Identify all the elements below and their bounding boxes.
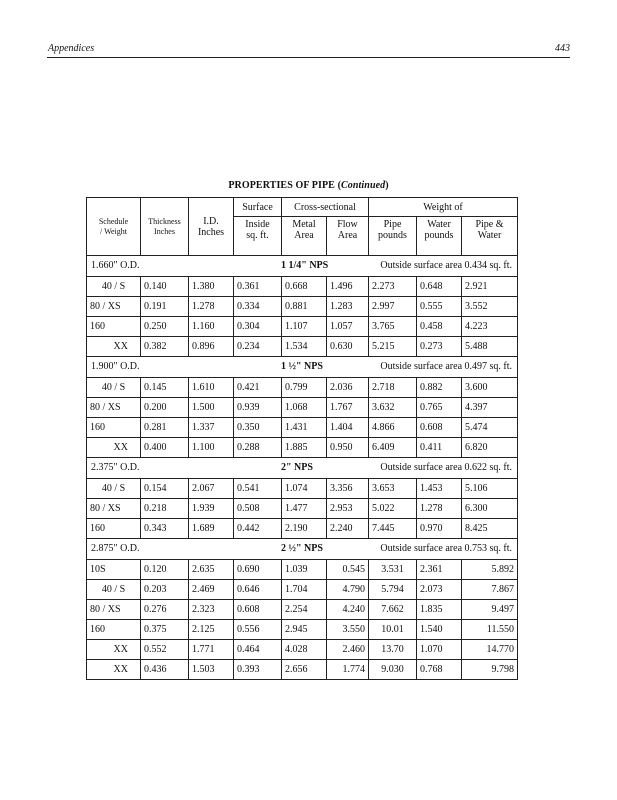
- value-cell: 0.200: [141, 398, 189, 418]
- schedule-cell: 80 / XS: [87, 600, 141, 620]
- group-surface-header: Surface: [234, 198, 282, 217]
- table-row: [87, 660, 518, 680]
- schedule-cell: XX: [87, 337, 141, 357]
- size-section-row: [87, 256, 518, 277]
- value-cell: 2.945: [282, 620, 327, 640]
- value-cell: 0.608: [417, 418, 462, 438]
- col-pipe-water-line2: Water: [477, 230, 502, 241]
- value-cell: 3.552: [462, 297, 518, 317]
- value-cell: 9.798: [462, 660, 518, 680]
- value-cell: 2.240: [327, 519, 369, 539]
- schedule-cell: 40 / S: [87, 277, 141, 297]
- value-cell: 1.885: [282, 438, 327, 458]
- col-schedule-header: [87, 198, 141, 256]
- table-title: [0, 180, 617, 191]
- schedule-cell: XX: [87, 660, 141, 680]
- value-cell: 1.337: [189, 418, 234, 438]
- section-name: Appendices: [48, 43, 95, 54]
- table-header: [87, 198, 518, 256]
- outside-surface-area-label: Outside surface area 0.753 sq. ft.: [380, 543, 513, 554]
- value-cell: 1.774: [327, 660, 369, 680]
- value-cell: 0.234: [234, 337, 282, 357]
- col-water-header: [417, 217, 462, 256]
- schedule-cell: 40 / S: [87, 580, 141, 600]
- table-row: [87, 277, 518, 297]
- table-row: [87, 560, 518, 580]
- nominal-pipe-size-label: 1 1/4" NPS: [281, 260, 329, 271]
- schedule-cell: 160: [87, 418, 141, 438]
- outside-surface-area-label: Outside surface area 0.497 sq. ft.: [380, 361, 513, 372]
- schedule-cell: 80 / XS: [87, 297, 141, 317]
- value-cell: 1.100: [189, 438, 234, 458]
- value-cell: 2.067: [189, 479, 234, 499]
- value-cell: 10.01: [369, 620, 417, 640]
- table-row: [87, 438, 518, 458]
- table-title-paren-close: ): [385, 180, 389, 191]
- value-cell: 0.939: [234, 398, 282, 418]
- value-cell: 0.140: [141, 277, 189, 297]
- schedule-cell: XX: [87, 438, 141, 458]
- col-flow-line2: Area: [337, 230, 358, 241]
- col-thickness-header: [141, 198, 189, 256]
- value-cell: 1.278: [417, 499, 462, 519]
- value-cell: 0.288: [234, 438, 282, 458]
- value-cell: 0.648: [417, 277, 462, 297]
- value-cell: 4.866: [369, 418, 417, 438]
- value-cell: 0.411: [417, 438, 462, 458]
- value-cell: 0.882: [417, 378, 462, 398]
- value-cell: 14.770: [462, 640, 518, 660]
- value-cell: 0.203: [141, 580, 189, 600]
- value-cell: 0.382: [141, 337, 189, 357]
- value-cell: 1.496: [327, 277, 369, 297]
- nominal-pipe-size-label: 1 ½" NPS: [281, 361, 323, 372]
- value-cell: 1.107: [282, 317, 327, 337]
- value-cell: 2.718: [369, 378, 417, 398]
- value-cell: 6.820: [462, 438, 518, 458]
- value-cell: 0.556: [234, 620, 282, 640]
- value-cell: 0.646: [234, 580, 282, 600]
- nominal-pipe-size-label: 2 ½" NPS: [281, 543, 323, 554]
- value-cell: 0.970: [417, 519, 462, 539]
- schedule-cell: 40 / S: [87, 378, 141, 398]
- value-cell: 1.771: [189, 640, 234, 660]
- value-cell: 2.361: [417, 560, 462, 580]
- value-cell: 0.799: [282, 378, 327, 398]
- value-cell: 0.421: [234, 378, 282, 398]
- value-cell: 0.464: [234, 640, 282, 660]
- col-flow-line1: Flow: [337, 219, 358, 230]
- schedule-cell: 160: [87, 519, 141, 539]
- col-schedule-line1: Schedule: [98, 216, 129, 226]
- value-cell: 5.215: [369, 337, 417, 357]
- pipe-properties-table: [86, 197, 518, 680]
- schedule-cell: XX: [87, 640, 141, 660]
- col-thickness-line2: Inches: [154, 226, 175, 236]
- value-cell: 0.393: [234, 660, 282, 680]
- value-cell: 1.540: [417, 620, 462, 640]
- value-cell: 5.794: [369, 580, 417, 600]
- value-cell: 3.600: [462, 378, 518, 398]
- running-header: [47, 42, 570, 58]
- value-cell: 2.073: [417, 580, 462, 600]
- value-cell: 0.145: [141, 378, 189, 398]
- table-row: [87, 418, 518, 438]
- table-row: [87, 297, 518, 317]
- size-section-row: [87, 458, 518, 479]
- col-id-line1: I.D.: [203, 215, 219, 227]
- value-cell: 5.106: [462, 479, 518, 499]
- schedule-cell: 80 / XS: [87, 499, 141, 519]
- value-cell: 3.765: [369, 317, 417, 337]
- value-cell: 4.240: [327, 600, 369, 620]
- value-cell: 3.531: [369, 560, 417, 580]
- value-cell: 1.039: [282, 560, 327, 580]
- size-section-row: [87, 357, 518, 378]
- table-row: [87, 398, 518, 418]
- value-cell: 0.552: [141, 640, 189, 660]
- schedule-cell: 80 / XS: [87, 398, 141, 418]
- value-cell: 2.254: [282, 600, 327, 620]
- outside-diameter-label: 1.900" O.D.: [91, 361, 140, 372]
- schedule-cell: 10S: [87, 560, 141, 580]
- value-cell: 0.120: [141, 560, 189, 580]
- value-cell: 7.662: [369, 600, 417, 620]
- table-title-main: PROPERTIES OF PIPE: [228, 180, 335, 191]
- value-cell: 11.550: [462, 620, 518, 640]
- value-cell: 2.469: [189, 580, 234, 600]
- col-pipe-line1: Pipe: [383, 219, 402, 230]
- value-cell: 1.404: [327, 418, 369, 438]
- schedule-cell: 160: [87, 620, 141, 640]
- col-flow-header: [327, 217, 369, 256]
- table-row: [87, 317, 518, 337]
- value-cell: 1.057: [327, 317, 369, 337]
- table-body: [87, 256, 518, 680]
- value-cell: 9.030: [369, 660, 417, 680]
- value-cell: 0.276: [141, 600, 189, 620]
- value-cell: 0.218: [141, 499, 189, 519]
- value-cell: 5.474: [462, 418, 518, 438]
- value-cell: 0.765: [417, 398, 462, 418]
- size-section-row: [87, 539, 518, 560]
- value-cell: 1.610: [189, 378, 234, 398]
- value-cell: 4.028: [282, 640, 327, 660]
- value-cell: 0.545: [327, 560, 369, 580]
- col-id-header: [189, 198, 234, 256]
- value-cell: 0.896: [189, 337, 234, 357]
- table-row: [87, 479, 518, 499]
- value-cell: 1.453: [417, 479, 462, 499]
- schedule-cell: 40 / S: [87, 479, 141, 499]
- col-id-line2: Inches: [197, 226, 225, 238]
- value-cell: 0.361: [234, 277, 282, 297]
- value-cell: 2.190: [282, 519, 327, 539]
- table-row: [87, 580, 518, 600]
- table-row: [87, 519, 518, 539]
- value-cell: 0.541: [234, 479, 282, 499]
- outside-diameter-label: 2.375" O.D.: [91, 462, 140, 473]
- outside-diameter-label: 2.875" O.D.: [91, 543, 140, 554]
- col-pipe-line2: pounds: [378, 230, 407, 241]
- value-cell: 0.881: [282, 297, 327, 317]
- value-cell: 6.409: [369, 438, 417, 458]
- value-cell: 1.283: [327, 297, 369, 317]
- value-cell: 2.997: [369, 297, 417, 317]
- value-cell: 0.400: [141, 438, 189, 458]
- value-cell: 8.425: [462, 519, 518, 539]
- table-row: [87, 337, 518, 357]
- value-cell: 5.022: [369, 499, 417, 519]
- group-cross-sectional-header: Cross-sectional: [282, 198, 369, 217]
- value-cell: 2.460: [327, 640, 369, 660]
- value-cell: 1.380: [189, 277, 234, 297]
- value-cell: 1.431: [282, 418, 327, 438]
- col-thickness-line1: Thickness: [148, 216, 181, 226]
- value-cell: 2.323: [189, 600, 234, 620]
- col-pipe-water-header: [462, 217, 518, 256]
- size-section-cell: [87, 458, 518, 479]
- col-inside-header: [234, 217, 282, 256]
- value-cell: 1.704: [282, 580, 327, 600]
- value-cell: 0.630: [327, 337, 369, 357]
- value-cell: 2.921: [462, 277, 518, 297]
- outside-diameter-label: 1.660" O.D.: [91, 260, 140, 271]
- value-cell: 1.835: [417, 600, 462, 620]
- value-cell: 0.191: [141, 297, 189, 317]
- value-cell: 3.632: [369, 398, 417, 418]
- value-cell: 0.555: [417, 297, 462, 317]
- value-cell: 0.154: [141, 479, 189, 499]
- size-section-cell: [87, 256, 518, 277]
- value-cell: 5.488: [462, 337, 518, 357]
- schedule-cell: 160: [87, 317, 141, 337]
- col-inside-line1: Inside: [245, 219, 270, 230]
- table-title-paren-open: (: [334, 180, 341, 191]
- table-row: [87, 640, 518, 660]
- value-cell: 3.550: [327, 620, 369, 640]
- value-cell: 2.656: [282, 660, 327, 680]
- page-number: 443: [555, 43, 570, 54]
- value-cell: 1.503: [189, 660, 234, 680]
- value-cell: 0.690: [234, 560, 282, 580]
- table-row: [87, 600, 518, 620]
- value-cell: 1.767: [327, 398, 369, 418]
- col-inside-line2: sq. ft.: [246, 230, 269, 241]
- value-cell: 0.608: [234, 600, 282, 620]
- value-cell: 13.70: [369, 640, 417, 660]
- value-cell: 0.281: [141, 418, 189, 438]
- value-cell: 3.356: [327, 479, 369, 499]
- nominal-pipe-size-label: 2" NPS: [281, 462, 313, 473]
- value-cell: 2.125: [189, 620, 234, 640]
- col-metal-line2: Area: [294, 230, 314, 241]
- table-row: [87, 620, 518, 640]
- value-cell: 0.458: [417, 317, 462, 337]
- value-cell: 0.768: [417, 660, 462, 680]
- table-row: [87, 378, 518, 398]
- value-cell: 2.036: [327, 378, 369, 398]
- value-cell: 0.273: [417, 337, 462, 357]
- value-cell: 1.534: [282, 337, 327, 357]
- table-row: [87, 499, 518, 519]
- value-cell: 4.223: [462, 317, 518, 337]
- value-cell: 0.950: [327, 438, 369, 458]
- value-cell: 0.668: [282, 277, 327, 297]
- value-cell: 7.867: [462, 580, 518, 600]
- size-section-cell: [87, 539, 518, 560]
- value-cell: 1.070: [417, 640, 462, 660]
- value-cell: 0.508: [234, 499, 282, 519]
- value-cell: 1.074: [282, 479, 327, 499]
- col-pipe-water-line1: Pipe &: [475, 219, 504, 230]
- col-metal-line1: Metal: [292, 219, 316, 230]
- size-section-cell: [87, 357, 518, 378]
- value-cell: 1.160: [189, 317, 234, 337]
- value-cell: 0.375: [141, 620, 189, 640]
- value-cell: 1.278: [189, 297, 234, 317]
- col-water-line1: Water: [427, 219, 451, 230]
- col-metal-header: [282, 217, 327, 256]
- outside-surface-area-label: Outside surface area 0.622 sq. ft.: [380, 462, 513, 473]
- value-cell: 7.445: [369, 519, 417, 539]
- value-cell: 0.343: [141, 519, 189, 539]
- value-cell: 0.436: [141, 660, 189, 680]
- value-cell: 0.304: [234, 317, 282, 337]
- value-cell: 4.397: [462, 398, 518, 418]
- value-cell: 2.953: [327, 499, 369, 519]
- value-cell: 1.068: [282, 398, 327, 418]
- col-pipe-header: [369, 217, 417, 256]
- value-cell: 4.790: [327, 580, 369, 600]
- value-cell: 3.653: [369, 479, 417, 499]
- col-water-line2: pounds: [424, 230, 454, 241]
- value-cell: 1.939: [189, 499, 234, 519]
- value-cell: 1.477: [282, 499, 327, 519]
- value-cell: 1.689: [189, 519, 234, 539]
- value-cell: 0.350: [234, 418, 282, 438]
- value-cell: 0.250: [141, 317, 189, 337]
- value-cell: 5.892: [462, 560, 518, 580]
- value-cell: 9.497: [462, 600, 518, 620]
- value-cell: 2.273: [369, 277, 417, 297]
- outside-surface-area-label: Outside surface area 0.434 sq. ft.: [380, 260, 513, 271]
- value-cell: 2.635: [189, 560, 234, 580]
- value-cell: 1.500: [189, 398, 234, 418]
- value-cell: 0.442: [234, 519, 282, 539]
- value-cell: 0.334: [234, 297, 282, 317]
- value-cell: 6.300: [462, 499, 518, 519]
- col-schedule-line2: / Weight: [100, 226, 127, 236]
- table-title-continued: Continued: [341, 180, 386, 191]
- group-weight-header: Weight of: [369, 198, 518, 217]
